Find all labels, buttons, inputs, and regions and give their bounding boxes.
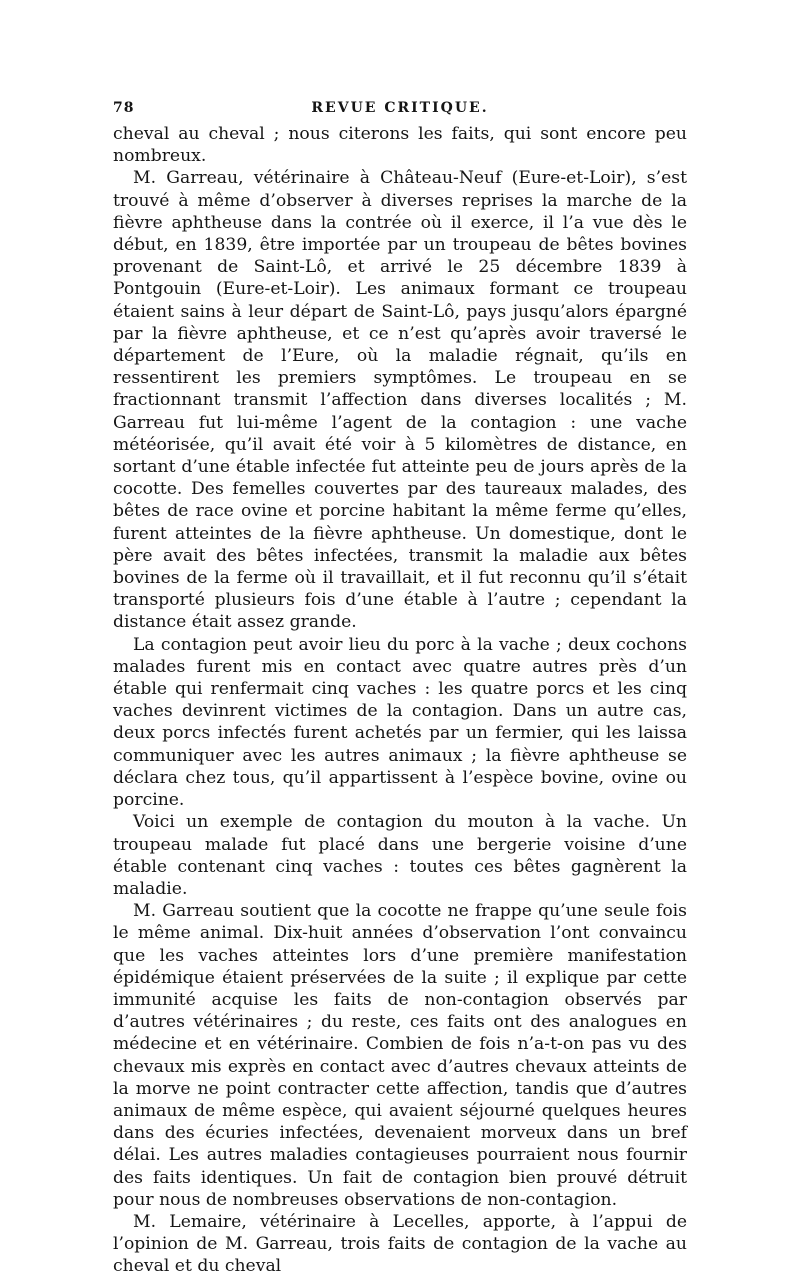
paragraph-porc-vache: La contagion peut avoir lieu du porc à la vache ; deux cochons malades furent mis en contact avec quatre autres près d’un étable qui renfermait cinq vaches : les quatre porcs et les cinq vaches devinrent victimes de la contagion. Dans un autre cas, deux porcs infectés furent achetés par un fermier, qui les laissa communiquer avec les autres animaux ; la fièvre aphtheuse se déclara chez tous, qu’il appartissent à l’espèce bovine, ovine ou porcine.: [113, 634, 687, 811]
paragraph-continued: cheval au cheval ; nous citerons les faits, qui sont encore peu nombreux.: [113, 124, 687, 167]
paragraph-mouton-vache: Voici un exemple de contagion du mouton à la vache. Un troupeau malade fut placé dans une bergerie voisine d’une étable contenant cinq vaches : toutes ces bêtes gagnèrent la maladie.: [113, 812, 687, 899]
page-body: [113, 123, 687, 1278]
running-title: REVUE CRITIQUE.: [311, 100, 489, 116]
paragraph-garreau-observations: M. Garreau, vétérinaire à Château-Neuf (Eure-et-Loir), s’est trouvé à même d’observer à diverses reprises la marche de la fièvre aphtheuse dans la contrée où il exerce, il l’a vue dès le début, en 1839, être importée par un troupeau de bêtes bovines provenant de Saint-Lô, et arrivé le 25 décembre 1839 à Pontgouin (Eure-et-Loir). Les animaux formant ce troupeau étaient sains à leur départ de Saint-Lô, pays jusqu’alors épargné par la fièvre aphtheuse, et ce n’est qu’après avoir traversé le département de l’Eure, où la maladie régnait, qu’ils en ressentirent les premiers symptômes. Le troupeau en se fractionnant transmit l’affection dans diverses localités ; M. Garreau fut lui-même l’agent de la contagion : une vache météorisée, qu’il avait été voir à 5 kilomètres de distance, en sortant d’une étable infectée fut atteinte peu de jours après de la cocotte. Des femelles couvertes par des taureaux malades, des bêtes de race ovine et porcine habitant la même ferme qu’elles, furent atteintes de la fièvre aphtheuse. Un domestique, dont le père avait des bêtes infectées, transmit la maladie aux bêtes bovines de la ferme où il travaillait, et il fut reconnu qu’il s’était transporté plusieurs fois d’une étable à l’autre ; cependant la distance était assez grande.: [113, 168, 687, 633]
page-number: 78: [113, 100, 135, 116]
page-header: [113, 96, 687, 120]
paragraph-immunite: M. Garreau soutient que la cocotte ne frappe qu’une seule fois le même animal. Dix-huit années d’observation l’ont convaincu que les vaches atteintes lors d’une première manifestation épidémique étaient préservées de la suite ; il explique par cette immunité acquise les faits de non-contagion observés par d’autres vétérinaires ; du reste, ces faits ont des analogues en médecine et en vétérinaire. Combien de fois n’a-t-on pas vu des chevaux mis exprès en contact avec d’autres chevaux atteints de la morve ne point contracter cette affection, tandis que d’autres animaux de même espèce, qui avaient séjourné quelques heures dans des écuries infectées, devenaient morveux dans un bref délai. Les autres maladies contagieuses pourraient nous fournir des faits identiques. Un fait de contagion bien prouvé détruit pour nous de nombreuses observations de non-contagion.: [113, 901, 687, 1210]
paragraph-lemaire: M. Lemaire, vétérinaire à Lecelles, apporte, à l’appui de l’opinion de M. Garreau, trois faits de contagion de la vache au cheval et du cheval: [113, 1211, 687, 1277]
